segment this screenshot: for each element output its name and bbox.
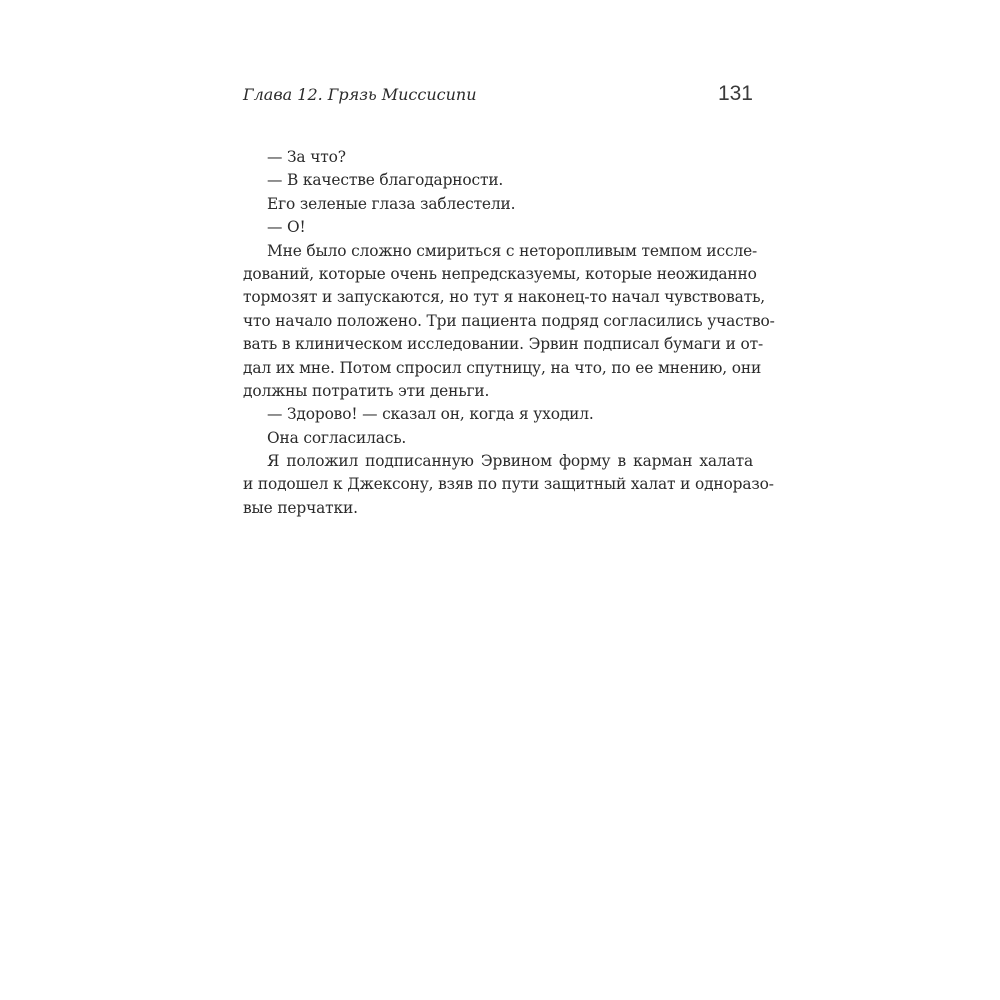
page-number: 131 bbox=[717, 82, 753, 105]
text-line: Я положил подписанную Эрвином форму в карман халата bbox=[267, 452, 753, 471]
text-line: — Здорово! — сказал он, когда я уходил. bbox=[267, 405, 594, 424]
chapter-title: Глава 12. Грязь Миссисипи bbox=[243, 85, 477, 104]
text-line: дал их мне. Потом спросил спутницу, на что, по ее мнению, они bbox=[243, 358, 762, 377]
book-page bbox=[243, 0, 775, 1000]
text-line: вать в клиническом исследовании. Эрвин подписал бумаги и от- bbox=[243, 335, 764, 354]
text-line: вые перчатки. bbox=[243, 498, 358, 517]
running-head bbox=[243, 82, 753, 108]
text-line: — В качестве благодарности. bbox=[267, 171, 504, 190]
text-line: — О! bbox=[267, 218, 306, 237]
text-line: Его зеленые глаза заблестели. bbox=[267, 194, 516, 213]
text-line: Она согласилась. bbox=[267, 428, 407, 447]
text-line: должны потратить эти деньги. bbox=[243, 381, 490, 400]
text-line: — За что? bbox=[267, 148, 346, 166]
text-line: Мне было сложно смириться с неторопливым темпом иссле- bbox=[267, 241, 758, 260]
text-line: дований, которые очень непредсказуемы, которые неожиданно bbox=[243, 264, 757, 283]
text-line: и подошел к Джексону, взяв по пути защитный халат и одноразо- bbox=[243, 475, 774, 494]
body-text bbox=[243, 146, 775, 520]
text-line: тормозят и запускаются, но тут я наконец-то начал чувствовать, bbox=[243, 288, 766, 307]
text-line: что начало положено. Три пациента подряд согласились участво- bbox=[243, 311, 775, 330]
